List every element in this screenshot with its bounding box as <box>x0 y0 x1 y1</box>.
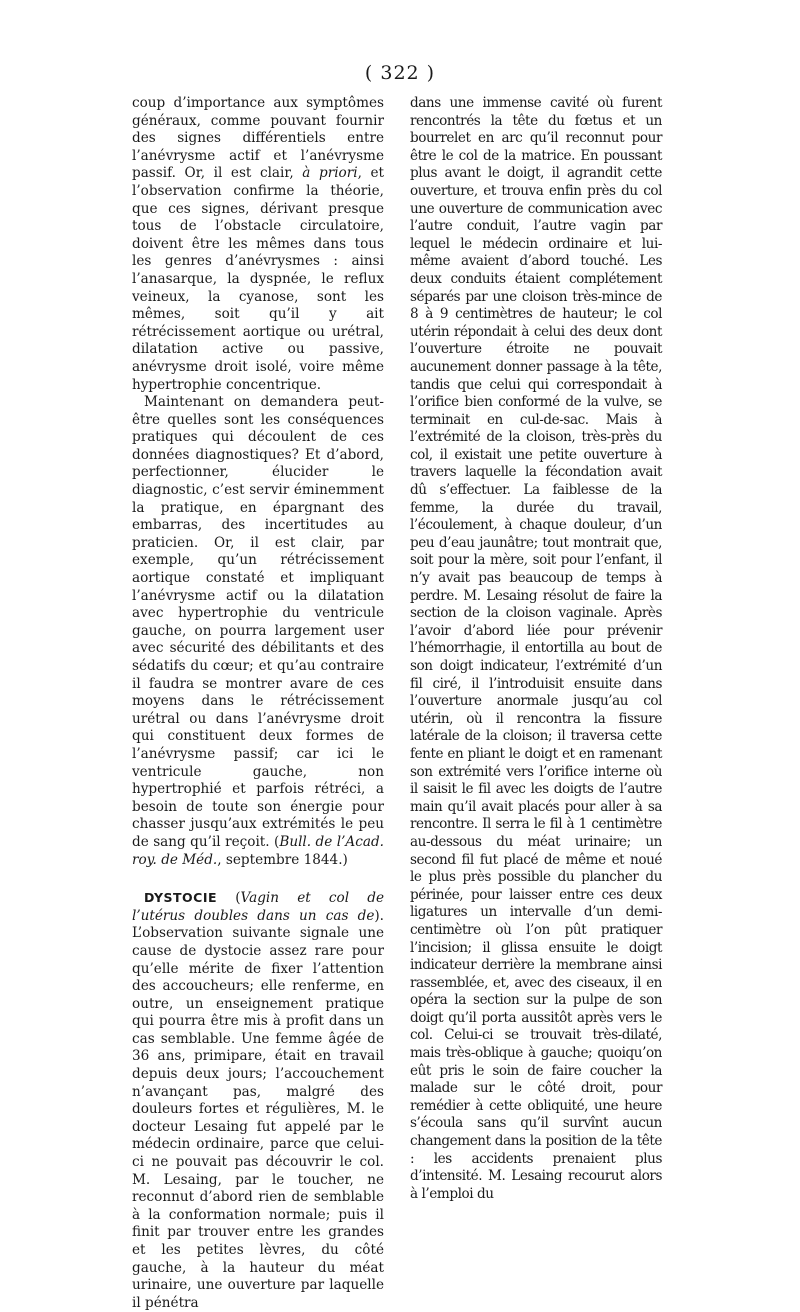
section-title: Vagin et col de l’utérus doubles dans un cas de <box>132 890 384 924</box>
section-paragraph <box>132 889 384 1312</box>
paragraph-text: , et l’observation confirme la théorie, que ces signes, dérivant presque tous de l’obstacle circulatoire, doivent être les mêmes dans tous les genres d’anévrysmes : ainsi l’anasarque, la dyspnée, le reflux veineux, la cyanose, sont les mêmes, soit qu’il y ait rétrécissement aortique ou urétral, dilatation active ou passive, anévrysme droit isolé, voire même hypertrophie concentrique. <box>132 165 384 393</box>
citation-source: Bull. de l’Acad. roy. de Méd. <box>132 833 384 868</box>
paragraph-text: coup d’importance aux symptômes généraux, comme pouvant fournir des signes différentiels entre l’anévrysme actif et l’anévrysme passif. Or, il est clair, <box>132 95 384 182</box>
italic-phrase: à priori <box>302 165 358 182</box>
paragraph <box>410 95 662 1203</box>
section-open: ( <box>217 890 241 907</box>
section-headword: DYSTOCIE <box>144 890 218 906</box>
page-number: ( 322 ) <box>364 62 436 84</box>
citation-date: , septembre 1844.) <box>217 851 348 868</box>
paragraph <box>132 95 384 394</box>
paragraph-text: ). L’observation suivante signale une cause de dystocie assez rare pour qu’elle mérite de fixer l’attention des accoucheurs; elle renferme, en outre, un enseignement pratique qui pourra être mis à profit dans un cas semblable. Une femme âgée de 36 ans, primipare, était en travail depuis deux jours; l’accouchement n’avançant pas, malgré des douleurs fortes et régulières, M. le docteur Lesaing fut appelé par le médecin ordinaire, parce que celui-ci ne pouvait pas découvrir le col. M. Lesaing, par le toucher, ne reconnut d’abord rien de semblable à la conformation normale; puis il finit par trouver entre les grandes et les petites lèvres, du côté gauche, à la hauteur du méat urinaire, une ouverture par laquelle il pénétra <box>132 907 384 1311</box>
right-column <box>410 95 662 1203</box>
paragraph-text: Maintenant on demandera peut-être quelles sont les conséquences pratiques qui découlent de ces données diagnostiques? Et d’abord, perfectionner, élucider le diagnostic, c’est servir éminemment la pratique, en épargnant des embarras, des incertitudes au praticien. Or, il est clair, par exemple, qu’un rétrécissement aortique constaté et impliquant l’anévrysme actif ou la dilatation avec hypertrophie du ventricule gauche, on pourra largement user avec sécurité des débilitants et des sédatifs du cœur; et qu’au contraire il faudra se montrer avare de ces moyens dans le rétrécissement urétral ou dans l’anévrysme droit qui constituent deux formes de l’anévrysme passif; car ici le ventricule gauche, non hypertrophié et parfois rétréci, a besoin de toute son énergie pour chasser jusqu’aux extrémités le peu de sang qu’il reçoit. ( <box>132 394 384 850</box>
paragraph-text: dans une immense cavité où furent rencontrés la tête du fœtus et un bourrelet en arc qu’il reconnut pour être le col de la matrice. En poussant plus avant le doigt, il agrandit cette ouverture, et trouva enfin près du col une ouverture de communication avec l’autre conduit, l’autre vagin par lequel le médecin ordinaire et lui-même avaient d’abord touché. Les deux conduits étaient complétement séparés par une cloison très-mince de 8 à 9 centimètres de hauteur; le col utérin répondait à celui des deux dont l’ouverture étroite ne pouvait aucunement donner passage à la tête, tandis que celui qui correspondait à l’orifice bien conformé de la vulve, se terminait en cul-de-sac. Mais à l’extrémité de la cloison, très-près du col, il existait une petite ouverture à travers laquelle la fécondation avait dû s’effectuer. La faiblesse de la femme, la durée du travail, l’écoulement, à chaque douleur, d’un peu d’eau jaunâtre; tout montrait que, soit pour la mère, soit pour l’enfant, il n’y avait pas beaucoup de temps à perdre. M. Lesaing résolut de faire la section de la cloison vaginale. Après l’avoir d’abord liée pour prévenir l’hémorrhagie, il entortilla au bout de son doigt indicateur, l’extrémité d’un fil ciré, il l’introduisit ensuite dans l’ouverture anormale jusqu’au col utérin, où il rencontra la fissure latérale de la cloison; il traversa cette fente en pliant le doigt et en ramenant son extrémité vers l’orifice interne où il saisit le fil avec les doigts de l’autre main qu’il avait placés pour aller à sa rencontre. Il serra le fil à 1 centimètre au-dessous du méat urinaire; un second fil fut placé de même et noué le plus près possible du plancher du périnée, pour laisser entre ces deux ligatures un intervalle d’un demi-centimètre où l’on pût pratiquer l’incision; il glissa ensuite le doigt indicateur derrière la membrane ainsi rassemblée, et, avec des ciseaux, il en opéra la section sur la pulpe de son doigt qu’il porta aussitôt après vers le col. Celui-ci se trouvait très-dilaté, mais très-oblique à gauche; quoiqu’on eût pris le soin de faire coucher la malade sur le côté droit, pour remédier à cette obliquité, une heure s’écoula sans qu’il survînt aucun changement dans la position de la tête : les accidents prenaient plus d’intensité. M. Lesaing recourut alors à l’emploi du <box>410 95 662 1202</box>
paragraph <box>132 394 384 869</box>
left-column <box>132 95 384 1312</box>
